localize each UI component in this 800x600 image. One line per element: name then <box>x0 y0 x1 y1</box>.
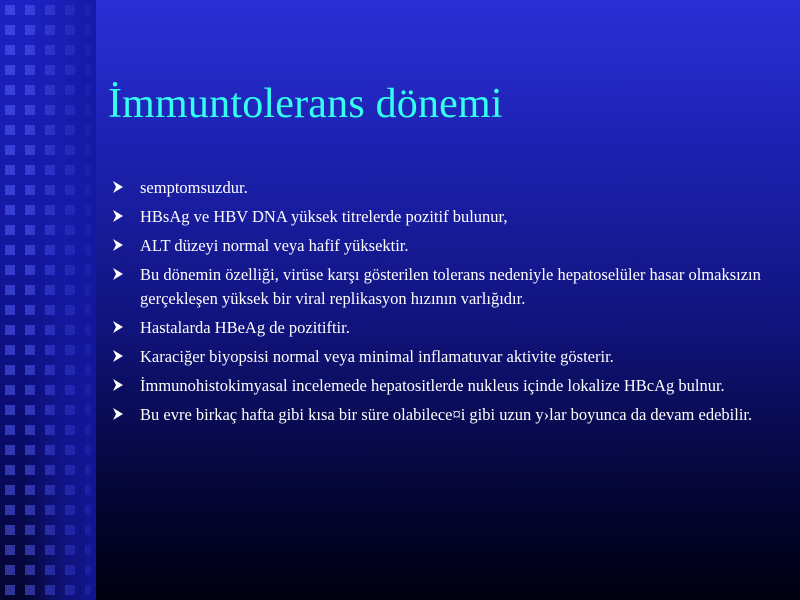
bullet-text: semptomsuzdur. <box>140 178 248 197</box>
arrowhead-bullet-icon <box>112 320 124 334</box>
bullet-item <box>112 234 772 258</box>
arrowhead-bullet-icon <box>112 238 124 252</box>
slide-title: İmmuntolerans dönemi <box>108 81 503 127</box>
bullet-text: HBsAg ve HBV DNA yüksek titrelerde pozitif bulunur, <box>140 207 508 226</box>
bullet-list <box>112 176 772 432</box>
bullet-text: Karaciğer biyopsisi normal veya minimal inflamatuvar aktivite gösterir. <box>140 347 614 366</box>
bullet-text: İmmunohistokimyasal incelemede hepatositlerde nukleus içinde lokalize HBcAg bulnur. <box>140 376 725 395</box>
strip-fade <box>0 0 96 600</box>
bullet-item <box>112 345 772 369</box>
bullet-text: Bu dönemin özelliği, virüse karşı gösterilen tolerans nedeniyle hepatoselüler hasar olmaksızın gerçekleşen yüksek bir viral replikasyon hızının varlığıdır. <box>140 265 761 308</box>
arrowhead-bullet-icon <box>112 180 124 194</box>
bullet-item <box>112 316 772 340</box>
arrowhead-bullet-icon <box>112 267 124 281</box>
bullet-item <box>112 374 772 398</box>
arrowhead-bullet-icon <box>112 378 124 392</box>
bullet-item <box>112 205 772 229</box>
bullet-text: ALT düzeyi normal veya hafif yüksektir. <box>140 236 409 255</box>
bullet-item <box>112 403 772 427</box>
arrowhead-bullet-icon <box>112 407 124 421</box>
decorative-left-strip <box>0 0 96 600</box>
arrowhead-bullet-icon <box>112 349 124 363</box>
arrowhead-bullet-icon <box>112 209 124 223</box>
bullet-text: Bu evre birkaç hafta gibi kısa bir süre olabilece¤i gibi uzun y›lar boyunca da devam edebilir. <box>140 405 753 424</box>
bullet-item <box>112 263 772 311</box>
bullet-item <box>112 176 772 200</box>
bullet-text: Hastalarda HBeAg de pozitiftir. <box>140 318 350 337</box>
